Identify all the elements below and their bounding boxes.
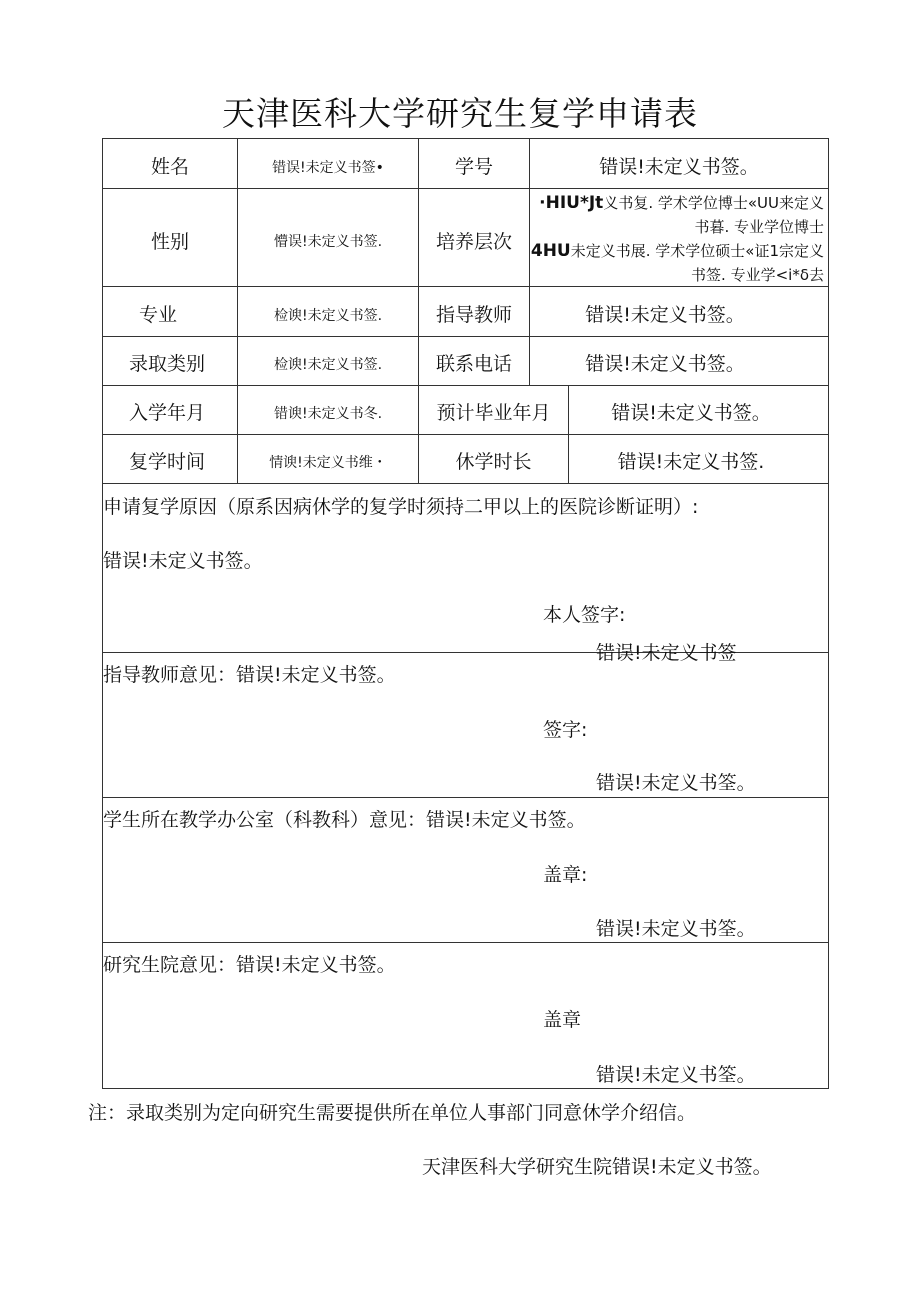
issuer-line: 天津医科大学研究生院错误!未定义书签。 [422, 1156, 772, 1178]
applicant-signature-value: 错误!未定义书签 [596, 642, 737, 664]
student-id-value: 错误!未定义书签。 [599, 156, 759, 178]
leave-length-value: 错误!未定义书签. [617, 451, 765, 473]
major-label: 专业 [138, 304, 177, 326]
entry-date-value: 错谀!未定义书冬. [273, 406, 383, 422]
phone-value: 错误!未定义书签。 [585, 353, 745, 375]
admission-type-value: 检谀!未定义书签. [273, 357, 383, 373]
reason-heading: 申请复学原因（原系因病休学的复学时须持二甲以上的医院诊断证明）: [103, 496, 699, 518]
row-divider [102, 942, 829, 943]
advisor-value: 错误!未定义书签。 [585, 304, 745, 326]
major-value: 检谀!未定义书签. [273, 308, 383, 324]
resume-time-value: 情谀!未定义书维・ [269, 455, 387, 471]
office-stamp-value: 错误!未定义书筌。 [596, 918, 756, 940]
footnote: 注：录取类别为定向研究生需要提供所在单位人事部门同意休学介绍信。 [88, 1102, 697, 1124]
training-level-text: 未定义书展. 学术学位硕士«证1宗定义 [570, 242, 824, 260]
training-level-option [691, 264, 824, 285]
phone-label: 联系电话 [435, 353, 512, 375]
training-level-marker: 4HU [530, 241, 571, 261]
student-id-label: 学号 [454, 156, 493, 178]
table-border-left [102, 138, 103, 1089]
training-level-text: 义书复. 学术学位博士«UU来定义 [603, 194, 824, 212]
grad-school-stamp-label: 盖章 [543, 1009, 582, 1031]
gender-label: 性别 [150, 231, 189, 253]
page-title: 天津医科大学研究生复学申请表 [222, 94, 698, 133]
office-opinion-heading: 学生所在教学办公室（科教科）意见：错误!未定义书签。 [103, 809, 586, 831]
grad-school-stamp-value: 错误!未定义书筌。 [596, 1064, 756, 1086]
training-level-option [531, 240, 824, 261]
advisor-opinion-heading: 指导教师意见：错误!未定义书签。 [103, 664, 396, 686]
leave-length-label: 休学时长 [455, 451, 532, 473]
graduation-date-value: 错误!未定义书签。 [611, 402, 771, 424]
resume-time-label: 复学时间 [128, 451, 205, 473]
row-divider [102, 336, 829, 337]
training-level-text: 书签. 专业学<i*δ去 [691, 266, 824, 284]
entry-date-label: 入学年月 [128, 402, 205, 424]
row-divider [102, 286, 829, 287]
admission-type-label: 录取类别 [128, 353, 205, 375]
training-level-marker: ·HIU*Jt [539, 193, 604, 213]
training-level-option [539, 192, 824, 213]
name-value: 错误!未定义书签• [272, 160, 384, 176]
table-border-bottom [102, 1088, 829, 1089]
name-label: 姓名 [150, 156, 189, 178]
table-border-right [828, 138, 829, 1089]
training-level-option [694, 216, 824, 237]
row-divider [102, 434, 829, 435]
row-divider [102, 483, 829, 484]
advisor-label: 指导教师 [435, 304, 512, 326]
graduation-date-label: 预计毕业年月 [436, 402, 551, 424]
row-divider [102, 385, 829, 386]
office-stamp-label: 盖章: [543, 864, 588, 886]
advisor-signature-value: 错误!未定义书筌。 [596, 772, 756, 794]
row-divider [102, 188, 829, 189]
row-divider [102, 797, 829, 798]
applicant-signature-label: 本人签字: [543, 604, 626, 626]
training-level-label: 培养层次 [435, 231, 512, 253]
applicant-signature-clip [540, 636, 790, 664]
gender-value: 懵误!未定义书签. [273, 234, 383, 250]
training-level-text: 书暮. 专业学位博士 [694, 218, 824, 236]
advisor-signature-label: 签字: [543, 719, 588, 741]
reason-content: 错误!未定义书签。 [103, 550, 263, 572]
grad-school-opinion-heading: 研究生院意见：错误!未定义书签。 [103, 954, 396, 976]
table-border-top [102, 138, 829, 139]
